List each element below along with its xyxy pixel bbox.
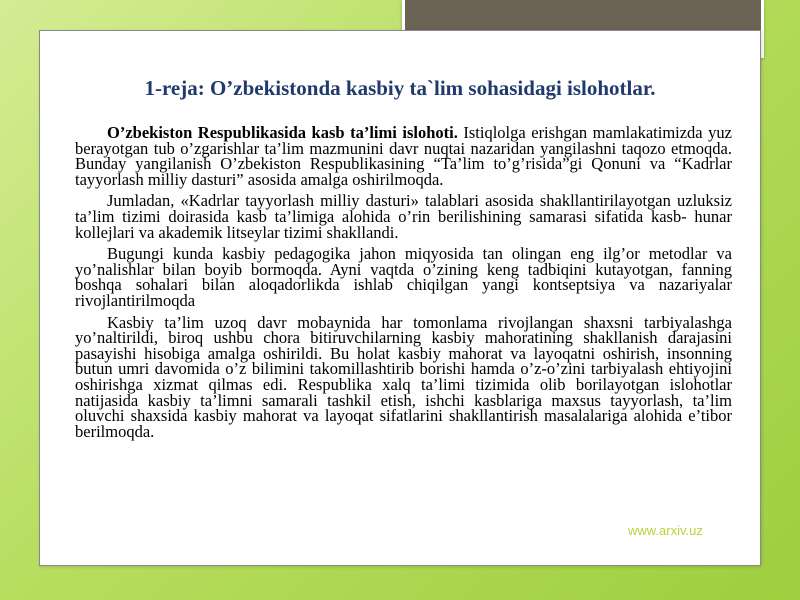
paragraph-lead: O’zbekiston Respublikasida kasb ta’limi islohoti.: [107, 123, 458, 142]
paragraph-2: Jumladan, «Kadrlar tayyorlash milliy dasturi» talablari asosida shakllantirilayotgan uzluksiz ta’lim tizimi doirasida kasb ta’limiga alohida o’rin berilishining samarasi sifatida kasb- hunar kollejlari va akademik litseylar tizimi shakllandi.: [75, 191, 732, 242]
paragraph-1: [75, 125, 732, 187]
paragraph-text: Istiqlolga erishgan mamlakatimizda yuz berayotgan tub o’zgarishlar ta’lim mazmunini davr nuqtai nazaridan yangilashni taqozo etmoqda. Bunday yangilanish O’zbekiston Respublikasining “Ta’lim to’g’risida”gi Qonuni va “Kadrlar tayyorlash milliy dasturi” asosida amalga oshirilmoqda.: [75, 123, 732, 189]
watermark: www.arxiv.uz: [628, 523, 703, 538]
paragraph-3: Bugungi kunda kasbiy pedagogika jahon miqyosida tan olingan eng ilg’or metodlar va yo’nalishlar bilan boyib bormoqda. Ayni vaqtda o’zining keng tadbiqini kutayotgan, fanning boshqa sohalari bilan aloqadorlikda ishlab chiqilgan yangi kontseptsiya va nazariyalar rivojlantirilmoqda: [75, 244, 732, 310]
slide-panel: [39, 30, 761, 566]
slide-body: [75, 125, 732, 445]
paragraph-4: Kasbiy ta’lim uzoq davr mobaynida har tomonlama rivojlangan shaxsni tarbiyalashga yo’naltirildi, biroq ushbu chora bitiruvchilarning kasbiy mahoratining shakllanish darajasini pasayishi hisobiga amalga oshirildi. Bu holat kasbiy mahorat va layoqatni oshirish, insonning butun umri davomida o’z bilimini takomillashtirib borishi hamda o’z-o’zini tarbiyalash ehtiyojini oshirishga xizmat qilmas edi. Respublika xalq ta’limi tizimida olib borilayotgan islohotlar natijasida kasbiy ta’limni samarali tashkil etish, ishchi kasblariga maxsus tayyorlash, ta’lim oluvchi shaxsida kasbiy mahorat va layoqat sifatlarini shakllantirish masalalariga alohida e’tibor berilmoqda.: [75, 312, 732, 441]
slide-title: 1-reja: O’zbekistonda kasbiy ta`lim sohasidagi islohotlar.: [144, 76, 656, 100]
